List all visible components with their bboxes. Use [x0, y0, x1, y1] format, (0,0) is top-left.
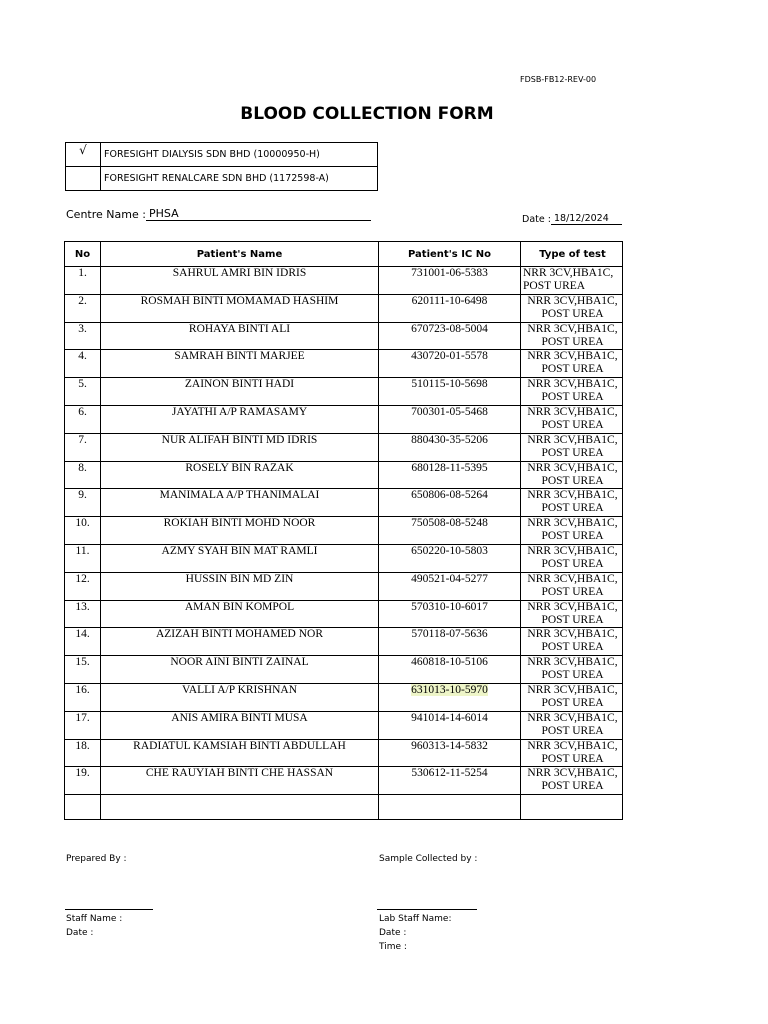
company-selection-table — [65, 142, 378, 191]
table-row — [65, 267, 623, 295]
test-type-line: NRR 3CV,HBA1C, — [527, 628, 618, 641]
test-type-line: POST UREA — [541, 585, 604, 598]
test-type-line: NRR 3CV,HBA1C, — [527, 739, 618, 752]
table-row — [65, 656, 623, 684]
test-type — [521, 767, 623, 795]
patient-ic-text: 570310-10-6017 — [411, 600, 488, 613]
patient-ic — [379, 267, 521, 295]
patient-ic-text: 510115-10-5698 — [411, 378, 488, 391]
patient-ic-text: 650806-08-5264 — [411, 489, 488, 502]
patient-ic — [379, 489, 521, 517]
collected-date-label: Date : — [379, 928, 407, 938]
test-type — [521, 656, 623, 684]
sample-collected-label: Sample Collected by : — [379, 854, 478, 864]
test-type-line: POST UREA — [541, 780, 604, 793]
empty-cell[interactable] — [101, 795, 379, 820]
test-type-line: POST UREA — [541, 363, 604, 376]
patient-name: SAMRAH BINTI MARJEE — [101, 350, 379, 378]
test-type-line: NRR 3CV,HBA1C, — [527, 294, 618, 307]
patient-ic — [379, 544, 521, 572]
row-number: 5. — [65, 378, 101, 406]
table-row — [65, 489, 623, 517]
test-type-line: NRR 3CV,HBA1C, — [527, 489, 618, 502]
row-number: 12. — [65, 572, 101, 600]
test-type-line: POST UREA — [541, 752, 604, 765]
table-row — [65, 739, 623, 767]
test-type-line: NRR 3CV,HBA1C, — [527, 433, 618, 446]
test-type-line: NRR 3CV,HBA1C, — [527, 544, 618, 557]
test-type — [521, 489, 623, 517]
patient-name: ROHAYA BINTI ALI — [101, 322, 379, 350]
patient-name: NOOR AINI BINTI ZAINAL — [101, 656, 379, 684]
patient-ic — [379, 294, 521, 322]
test-type — [521, 433, 623, 461]
row-number: 7. — [65, 433, 101, 461]
patient-name: ROSMAH BINTI MOMAMAD HASHIM — [101, 294, 379, 322]
test-type-line: NRR 3CV,HBA1C, — [527, 683, 618, 696]
patient-ic — [379, 433, 521, 461]
patient-ic — [379, 656, 521, 684]
test-type-line: NRR 3CV,HBA1C, — [527, 517, 618, 530]
patient-table — [64, 241, 623, 820]
row-number: 19. — [65, 767, 101, 795]
centre-name-field[interactable]: PHSA — [146, 208, 371, 221]
test-type-line: NRR 3CV,HBA1C, — [527, 767, 618, 780]
test-type — [521, 322, 623, 350]
test-type-line: POST UREA — [541, 613, 604, 626]
row-number: 9. — [65, 489, 101, 517]
test-type-line: NRR 3CV,HBA1C, — [527, 461, 618, 474]
centre-name-label: Centre Name : — [66, 208, 146, 221]
test-type-line: POST UREA — [541, 307, 604, 320]
test-type-line: POST UREA — [541, 557, 604, 570]
patient-ic — [379, 628, 521, 656]
table-row — [65, 322, 623, 350]
patient-ic-text: 960313-14-5832 — [411, 739, 488, 752]
patient-ic-text: 700301-05-5468 — [411, 405, 488, 418]
test-type-line: NRR 3CV,HBA1C, — [527, 405, 618, 418]
table-row — [65, 628, 623, 656]
empty-cell[interactable] — [65, 795, 101, 820]
test-type — [521, 461, 623, 489]
patient-ic-text: 680128-11-5395 — [411, 461, 488, 474]
test-type — [521, 267, 623, 295]
table-header-row — [65, 242, 623, 267]
patient-ic — [379, 683, 521, 711]
test-type — [521, 572, 623, 600]
staff-name-label: Staff Name : — [66, 914, 123, 924]
table-row — [65, 378, 623, 406]
patient-rows — [65, 267, 623, 820]
patient-ic — [379, 322, 521, 350]
patient-ic-text: 880430-35-5206 — [411, 433, 488, 446]
test-type-line: POST UREA — [541, 669, 604, 682]
patient-ic — [379, 378, 521, 406]
patient-ic — [379, 405, 521, 433]
table-row — [65, 572, 623, 600]
test-type — [521, 405, 623, 433]
test-type-line: NRR 3CV,HBA1C, — [527, 572, 618, 585]
patient-name: HUSSIN BIN MD ZIN — [101, 572, 379, 600]
patient-ic-text: 631013-10-5970 — [411, 683, 488, 696]
patient-ic — [379, 517, 521, 545]
collected-time-label: Time : — [379, 942, 407, 952]
test-type-line: POST UREA — [541, 474, 604, 487]
row-number: 4. — [65, 350, 101, 378]
patient-ic — [379, 767, 521, 795]
patient-name: CHE RAUYIAH BINTI CHE HASSAN — [101, 767, 379, 795]
patient-ic-text: 530612-11-5254 — [411, 767, 488, 780]
table-row — [65, 600, 623, 628]
column-header-no: No — [65, 242, 101, 267]
test-type-line: NRR 3CV,HBA1C, — [527, 322, 618, 335]
test-type — [521, 683, 623, 711]
table-row — [65, 517, 623, 545]
patient-name: MANIMALA A/P THANIMALAI — [101, 489, 379, 517]
row-number: 14. — [65, 628, 101, 656]
patient-name: JAYATHI A/P RAMASAMY — [101, 405, 379, 433]
table-row — [65, 350, 623, 378]
test-type-line: POST UREA — [541, 724, 604, 737]
row-number: 2. — [65, 294, 101, 322]
patient-ic — [379, 350, 521, 378]
collected-signature-line[interactable] — [377, 909, 477, 910]
patient-ic-text: 650220-10-5803 — [411, 544, 488, 557]
patient-name: AMAN BIN KOMPOL — [101, 600, 379, 628]
row-number: 11. — [65, 544, 101, 572]
company-row — [66, 143, 378, 167]
test-type — [521, 600, 623, 628]
column-header-test: Type of test — [521, 242, 623, 267]
patient-ic-text: 460818-10-5106 — [411, 656, 488, 669]
row-number: 16. — [65, 683, 101, 711]
empty-table-row[interactable] — [65, 795, 623, 820]
test-type — [521, 544, 623, 572]
patient-ic — [379, 600, 521, 628]
test-type-line: NRR 3CV,HBA1C, — [527, 378, 618, 391]
table-row — [65, 711, 623, 739]
date-field[interactable]: 18/12/2024 — [551, 214, 622, 225]
patient-ic-text: 750508-08-5248 — [411, 517, 488, 530]
column-header-ic: Patient's IC No — [379, 242, 521, 267]
test-type-line: NRR 3CV,HBA1C, — [523, 267, 614, 279]
patient-ic-text: 570118-07-5636 — [411, 628, 488, 641]
company-checkbox[interactable] — [66, 167, 101, 191]
test-type-line: NRR 3CV,HBA1C, — [527, 711, 618, 724]
patient-name: ROKIAH BINTI MOHD NOOR — [101, 517, 379, 545]
test-type — [521, 378, 623, 406]
test-type-line: POST UREA — [541, 502, 604, 515]
form-code: FDSB-FB12-REV-00 — [520, 75, 597, 84]
test-type — [521, 628, 623, 656]
test-type-line: POST UREA — [541, 641, 604, 654]
test-type-line: POST UREA — [541, 391, 604, 404]
date-label: Date : — [522, 214, 551, 225]
company-row — [66, 167, 378, 191]
test-type-line: NRR 3CV,HBA1C, — [527, 600, 618, 613]
test-type — [521, 294, 623, 322]
table-row — [65, 683, 623, 711]
test-type-line: POST UREA — [541, 418, 604, 431]
row-number: 10. — [65, 517, 101, 545]
table-row — [65, 767, 623, 795]
patient-ic-text: 430720-01-5578 — [411, 350, 488, 363]
patient-name: SAHRUL AMRI BIN IDRIS — [101, 267, 379, 295]
patient-name: AZIZAH BINTI MOHAMED NOR — [101, 628, 379, 656]
test-type-line: POST UREA — [541, 335, 604, 348]
test-type-line: NRR 3CV,HBA1C, — [527, 350, 618, 363]
patient-ic-text: 941014-14-6014 — [411, 711, 488, 724]
patient-name: ROSELY BIN RAZAK — [101, 461, 379, 489]
test-type-line: POST UREA — [541, 446, 604, 459]
row-number: 3. — [65, 322, 101, 350]
empty-cell[interactable] — [379, 795, 521, 820]
patient-ic-text: 670723-08-5004 — [411, 322, 488, 335]
table-row — [65, 544, 623, 572]
patient-ic-text: 731001-06-5383 — [411, 267, 488, 279]
row-number: 13. — [65, 600, 101, 628]
test-type — [521, 350, 623, 378]
patient-name: NUR ALIFAH BINTI MD IDRIS — [101, 433, 379, 461]
test-type-line: POST UREA — [523, 280, 586, 292]
row-number: 6. — [65, 405, 101, 433]
patient-name: ZAINON BINTI HADI — [101, 378, 379, 406]
company-name: FORESIGHT DIALYSIS SDN BHD (10000950-H) — [101, 143, 378, 167]
patient-ic — [379, 572, 521, 600]
row-number: 15. — [65, 656, 101, 684]
company-checkbox[interactable]: √ — [66, 143, 101, 167]
patient-ic-text: 490521-04-5277 — [411, 572, 488, 585]
test-type — [521, 517, 623, 545]
table-row — [65, 294, 623, 322]
prepared-by-label: Prepared By : — [66, 854, 127, 864]
test-type-line: NRR 3CV,HBA1C, — [527, 656, 618, 669]
table-row — [65, 433, 623, 461]
empty-cell[interactable] — [521, 795, 623, 820]
patient-ic — [379, 739, 521, 767]
patient-ic — [379, 461, 521, 489]
patient-ic — [379, 711, 521, 739]
patient-name: AZMY SYAH BIN MAT RAMLI — [101, 544, 379, 572]
row-number: 8. — [65, 461, 101, 489]
row-number: 17. — [65, 711, 101, 739]
page-title: BLOOD COLLECTION FORM — [240, 104, 494, 124]
row-number: 18. — [65, 739, 101, 767]
patient-ic-text: 620111-10-6498 — [411, 294, 488, 307]
row-number: 1. — [65, 267, 101, 295]
test-type-line: POST UREA — [541, 530, 604, 543]
test-type — [521, 739, 623, 767]
patient-name: VALLI A/P KRISHNAN — [101, 683, 379, 711]
prepared-signature-line[interactable] — [65, 909, 153, 910]
company-name: FORESIGHT RENALCARE SDN BHD (1172598-A) — [101, 167, 378, 191]
column-header-name: Patient's Name — [101, 242, 379, 267]
table-row — [65, 461, 623, 489]
patient-name: ANIS AMIRA BINTI MUSA — [101, 711, 379, 739]
test-type-line: POST UREA — [541, 696, 604, 709]
table-row — [65, 405, 623, 433]
patient-name: RADIATUL KAMSIAH BINTI ABDULLAH — [101, 739, 379, 767]
test-type — [521, 711, 623, 739]
lab-staff-name-label: Lab Staff Name: — [379, 914, 452, 924]
prepared-date-label: Date : — [66, 928, 94, 938]
